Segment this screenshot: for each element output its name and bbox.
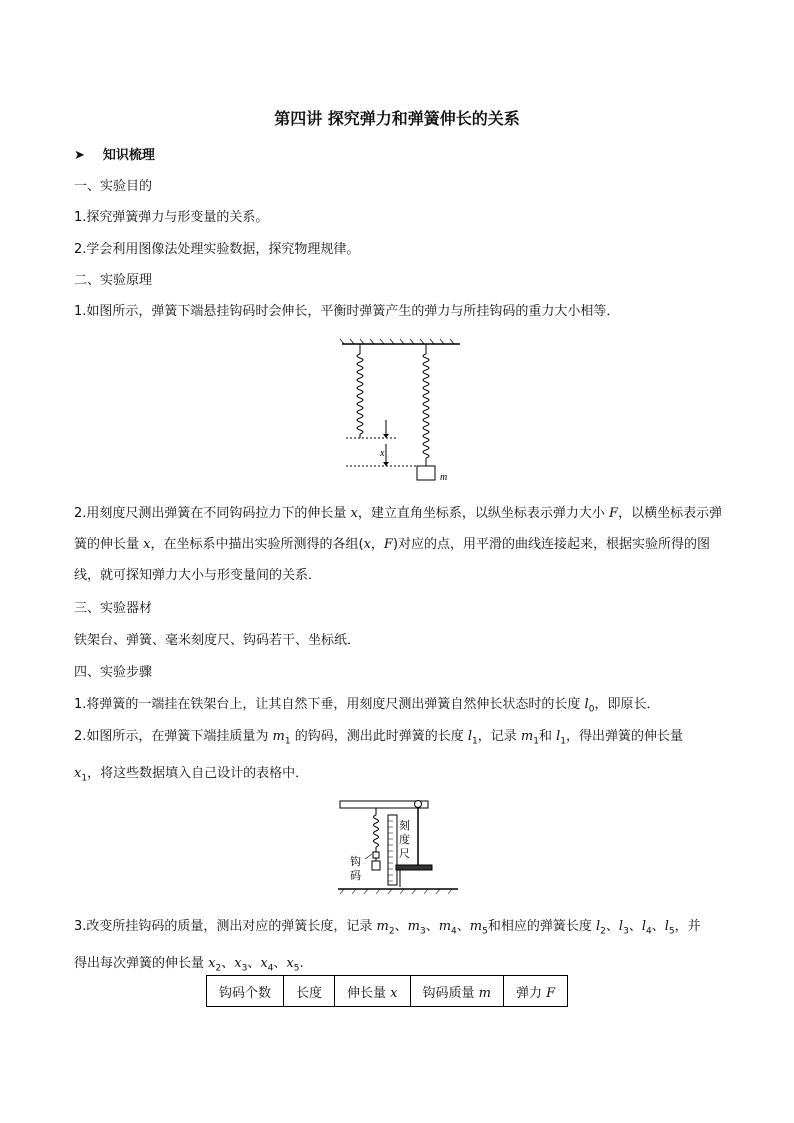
table-header-count: 钩码个数: [207, 976, 284, 1007]
heading-equipment: 三、实验器材: [74, 601, 153, 616]
step-2: 2.如图所示，在弹簧下端挂质量为 $m_1$ 的钩码，测出此时弹簧的长度 $l_1$，记录 $m_1$和 $l_1$，得出弹簧的伸长量 $x_1$，将这些数据填入自己设计的表格中．: [74, 729, 684, 784]
table-header-mass: 钩码质量 m: [410, 976, 503, 1007]
table-header-extension: 伸长量 x: [335, 976, 410, 1007]
step-3: 3.改变所挂钩码的质量，测出对应的弹簧长度，记录 $m_2$、$m_3$、$m_4$、$m_5$和相应的弹簧长度 $l_2$、$l_3$、$l_4$、$l_5$，并 得出每次弹簧的伸长量 $x_2$、$x_3$、$x_4$、$x_5$.: [74, 919, 701, 974]
principle-paragraph-1: 1.如图所示，弹簧下端悬挂钩码时会伸长，平衡时弹簧产生的弹力与所挂钩码的重力大小相等．: [74, 304, 620, 319]
table-row: [207, 976, 568, 1007]
arrow-bullet-icon: ➤: [74, 148, 85, 163]
spring-figure-2: [334, 795, 464, 900]
ruler-label-2: 度: [399, 833, 410, 846]
data-table: [206, 975, 568, 1007]
goal-item-2: 2.学会利用图像法处理实验数据，探究物理规律。: [74, 242, 360, 257]
weight-label-1: 钩: [350, 855, 361, 868]
table-header-force: 弹力 F: [503, 976, 567, 1007]
step-1: 1.将弹簧的一端挂在铁架台上，让其自然下垂，用刻度尺测出弹簧自然伸长状态时的长度 $l_0$，即原长．: [74, 697, 660, 715]
ruler-label-3: 尺: [399, 847, 410, 860]
weight-label-2: 码: [350, 869, 361, 882]
label-m: m: [440, 472, 448, 483]
section-heading: ➤ 知识梳理: [74, 148, 155, 163]
equipment-list: 铁架台、弹簧、毫米刻度尺、钩码若干、坐标纸．: [74, 633, 361, 648]
heading-experiment-goal: 一、实验目的: [74, 179, 153, 194]
goal-item-1: 1.探究弹簧弹力与形变量的关系。: [74, 210, 269, 225]
label-x: x: [380, 448, 385, 459]
principle-paragraph-2: 2.用刻度尺测出弹簧在不同钩码拉力下的伸长量 x，建立直角坐标系，以纵坐标表示弹力大小 F，以横坐标表示弹簧的伸长量 x，在坐标系中描出实验所测得的各组(x，F)对应的点，用平滑的曲线连接起来，根据实验所得的图线，就可探知弹力大小与形变量间的关系．: [74, 506, 723, 583]
ruler-label-1: 刻: [399, 819, 410, 832]
page-title: 第四讲 探究弹力和弹簧伸长的关系: [274, 109, 520, 128]
heading-steps: 四、实验步骤: [74, 665, 153, 680]
table-header-length: 长度: [284, 976, 335, 1007]
heading-principle: 二、实验原理: [74, 273, 153, 288]
spring-figure-1: [336, 338, 466, 488]
